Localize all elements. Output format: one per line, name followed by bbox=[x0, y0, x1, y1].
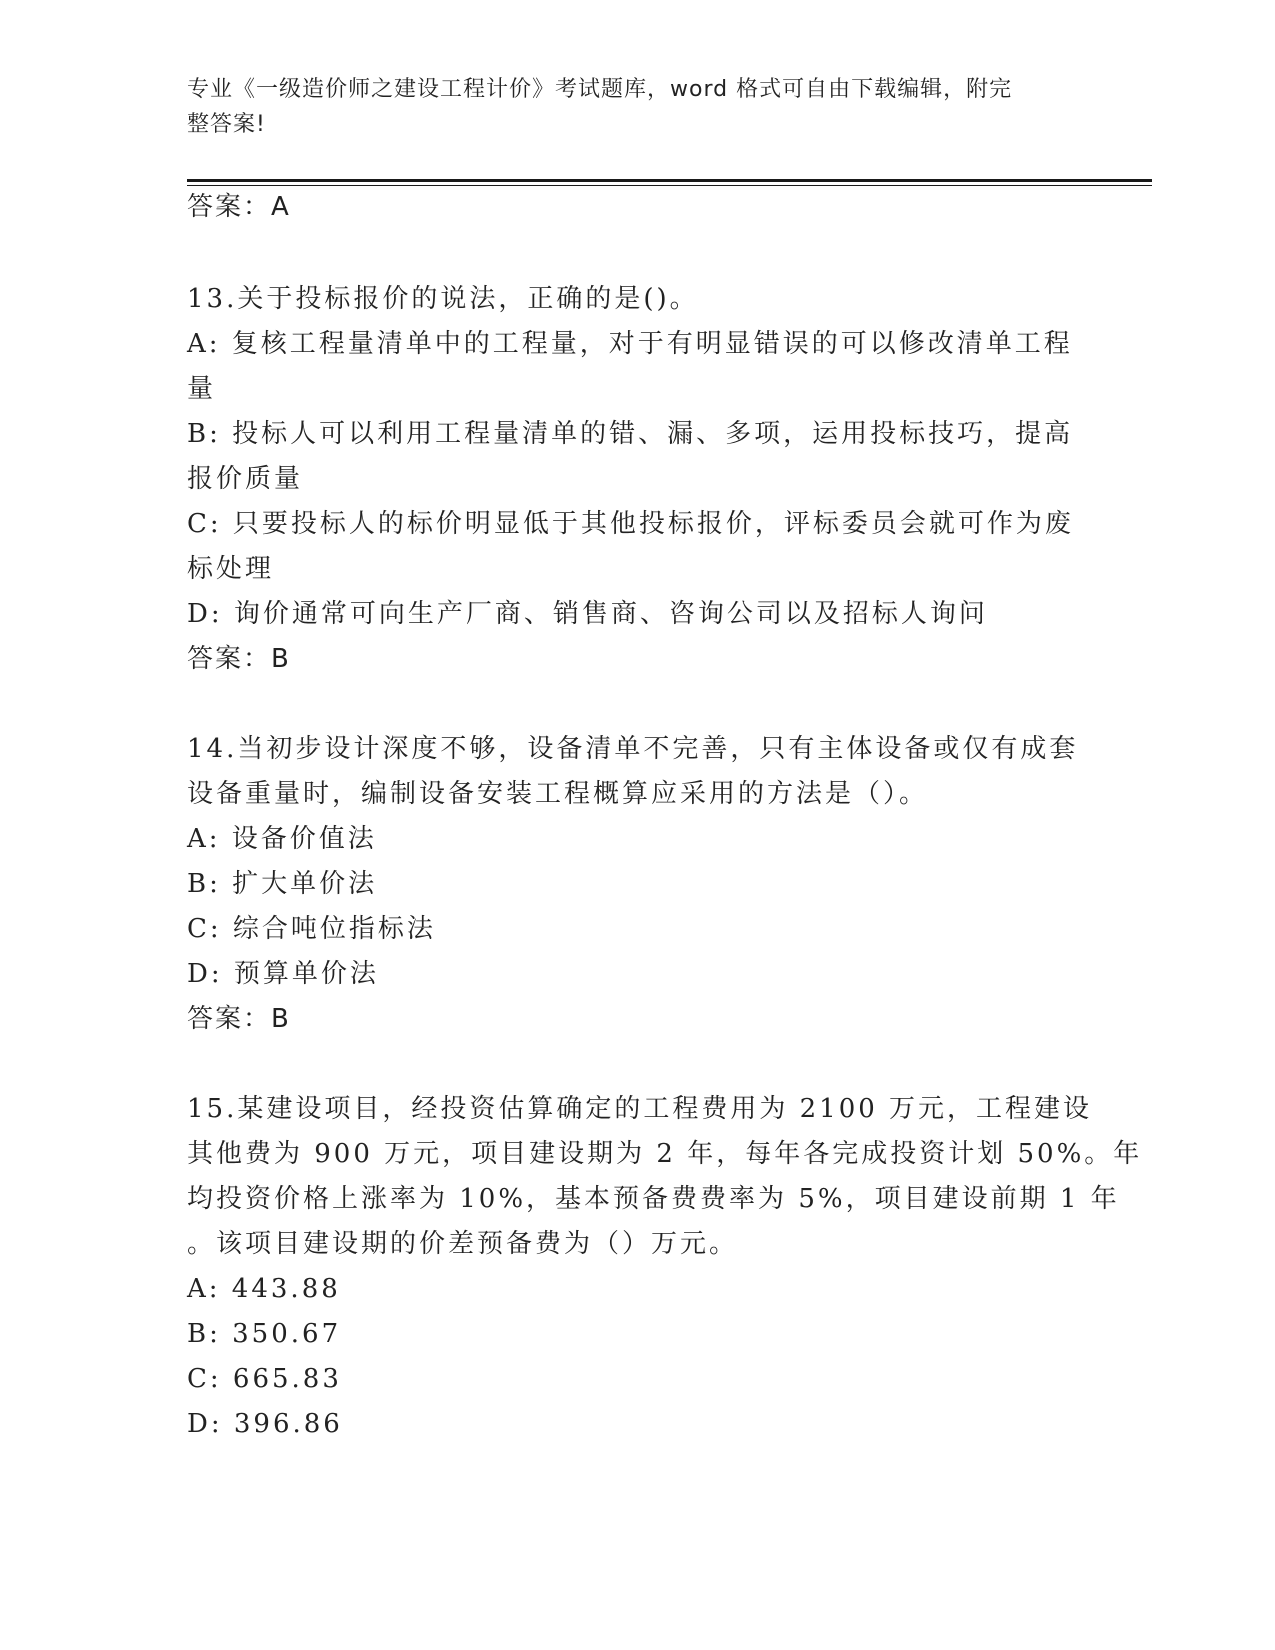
question-15-option-c: C: 665.83 bbox=[187, 1364, 342, 1394]
question-13-option-c: C: 只要投标人的标价明显低于其他投标报价，评标委员会就可作为废 bbox=[187, 509, 1074, 539]
header-line-2: 整答案! bbox=[187, 112, 266, 137]
question-15-stem-cont-3: 。该项目建设期的价差预备费为（）万元。 bbox=[187, 1229, 739, 1259]
document-header bbox=[187, 72, 1067, 142]
question-15-option-b: B: 350.67 bbox=[187, 1319, 342, 1349]
header-line-1: 专业《一级造价师之建设工程计价》考试题库，word 格式可自由下载编辑，附完 bbox=[187, 77, 1013, 102]
question-15-option-a: A: 443.88 bbox=[187, 1274, 341, 1304]
question-13-answer: 答案：B bbox=[187, 644, 291, 674]
question-13-option-c-cont: 标处理 bbox=[187, 554, 275, 584]
question-13-option-a: A: 复核工程量清单中的工程量，对于有明显错误的可以修改清单工程 bbox=[187, 329, 1073, 359]
question-15-stem-cont-2: 均投资价格上涨率为 10%，基本预备费费率为 5%，项目建设前期 1 年 bbox=[187, 1184, 1120, 1214]
question-13-stem: 13.关于投标报价的说法，正确的是()。 bbox=[187, 284, 699, 314]
question-14-stem-cont: 设备重量时，编制设备安装工程概算应采用的方法是（）。 bbox=[187, 779, 929, 809]
header-divider-thick bbox=[187, 179, 1152, 182]
question-14-option-c: C: 综合吨位指标法 bbox=[187, 914, 436, 944]
question-15-stem-cont-1: 其他费为 900 万元，项目建设期为 2 年，每年各完成投资计划 50%。年 bbox=[187, 1139, 1143, 1169]
previous-answer: 答案：A bbox=[187, 192, 291, 222]
question-15-stem: 15.某建设项目，经投资估算确定的工程费用为 2100 万元，工程建设 bbox=[187, 1094, 1093, 1124]
question-13-option-b-cont: 报价质量 bbox=[187, 464, 304, 494]
question-14-answer: 答案：B bbox=[187, 1004, 291, 1034]
question-13-option-b: B: 投标人可以利用工程量清单的错、漏、多项，运用投标技巧，提高 bbox=[187, 419, 1074, 449]
question-13-option-d: D: 询价通常可向生产厂商、销售商、咨询公司以及招标人询问 bbox=[187, 599, 988, 629]
question-15-option-d: D: 396.86 bbox=[187, 1409, 343, 1439]
question-13-option-a-cont: 量 bbox=[187, 374, 217, 404]
question-14-stem: 14.当初步设计深度不够，设备清单不完善，只有主体设备或仅有成套 bbox=[187, 734, 1079, 764]
question-14-option-a: A: 设备价值法 bbox=[187, 824, 377, 854]
question-14-option-d: D: 预算单价法 bbox=[187, 959, 379, 989]
question-14-option-b: B: 扩大单价法 bbox=[187, 869, 378, 899]
